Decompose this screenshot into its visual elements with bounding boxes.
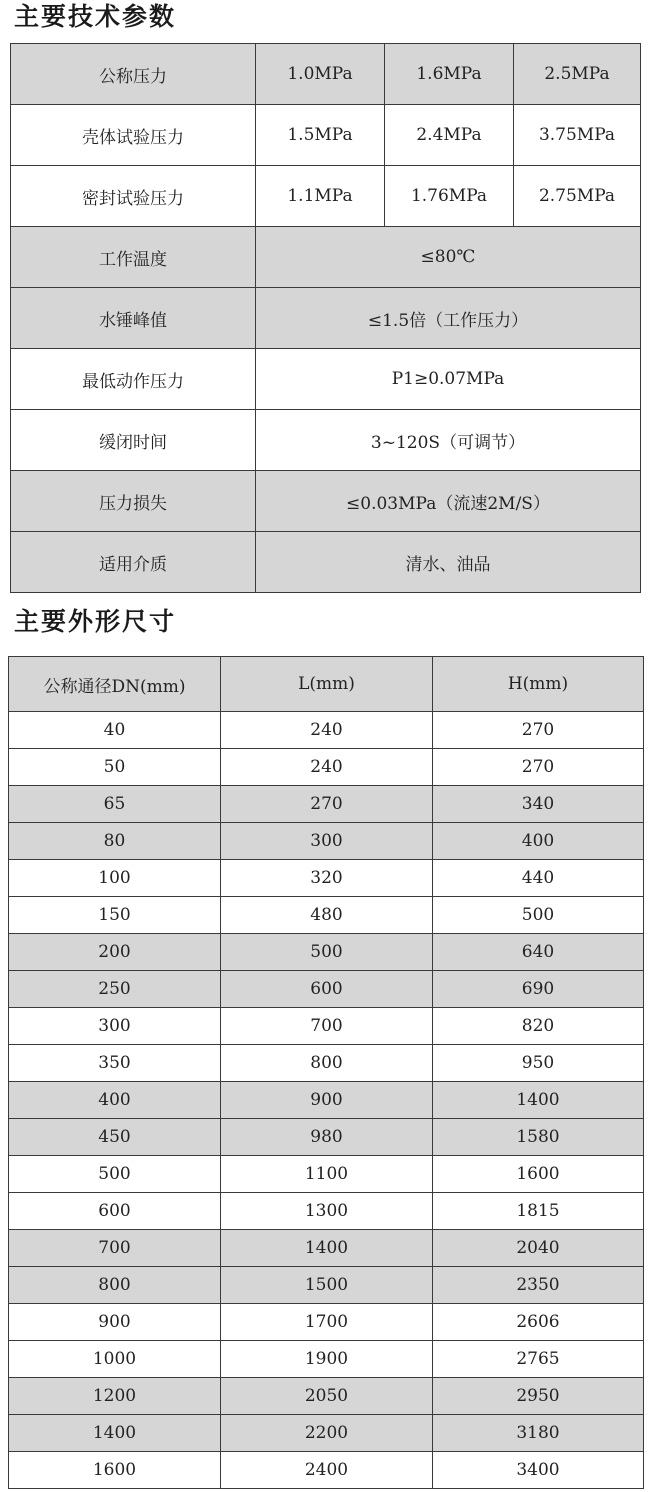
cell-l: 1300 [221,1193,433,1230]
section-title-dimensions: 主要外形尺寸 [14,607,177,636]
table-row [9,1193,644,1230]
cell-l: 240 [221,749,433,786]
cell-dn: 500 [9,1156,221,1193]
param-label: 工作温度 [11,227,256,288]
param-value: 3~120S（可调节） [256,410,641,471]
technical-params-table [10,43,641,593]
param-row-nominal-pressure [11,44,641,105]
param-value: 1.0MPa [256,44,385,105]
cell-dn: 350 [9,1045,221,1082]
table-row [9,1082,644,1119]
param-row-shell-test-pressure [11,105,641,166]
cell-h: 340 [433,786,644,823]
param-value: 1.76MPa [385,166,514,227]
param-value: P1≥0.07MPa [256,349,641,410]
table-row [9,1378,644,1415]
cell-l: 600 [221,971,433,1008]
param-value: 1.5MPa [256,105,385,166]
cell-dn: 700 [9,1230,221,1267]
param-value: 清水、油品 [256,532,641,593]
param-value: ≤0.03MPa（流速2M/S） [256,471,641,532]
table-row [9,971,644,1008]
section-title-technical-params: 主要技术参数 [14,2,177,31]
param-label: 缓闭时间 [11,410,256,471]
param-value: 2.5MPa [514,44,641,105]
cell-h: 1600 [433,1156,644,1193]
param-value: ≤80℃ [256,227,641,288]
cell-h: 440 [433,860,644,897]
dimensions-header-row [9,657,644,712]
param-value: 3.75MPa [514,105,641,166]
param-label: 适用介质 [11,532,256,593]
cell-h: 2606 [433,1304,644,1341]
cell-h: 2040 [433,1230,644,1267]
cell-h: 2950 [433,1378,644,1415]
param-row-pressure-loss [11,471,641,532]
column-header-l: L(mm) [221,657,433,712]
cell-l: 2050 [221,1378,433,1415]
cell-l: 1100 [221,1156,433,1193]
cell-l: 1900 [221,1341,433,1378]
table-row [9,1045,644,1082]
cell-l: 2400 [221,1452,433,1489]
cell-h: 500 [433,897,644,934]
table-row [9,712,644,749]
table-row [9,1452,644,1489]
cell-h: 2350 [433,1267,644,1304]
cell-h: 820 [433,1008,644,1045]
table-row [9,1119,644,1156]
cell-dn: 1000 [9,1341,221,1378]
cell-l: 1700 [221,1304,433,1341]
cell-dn: 250 [9,971,221,1008]
cell-l: 1500 [221,1267,433,1304]
table-row [9,1341,644,1378]
column-header-h: H(mm) [433,657,644,712]
param-value: 2.75MPa [514,166,641,227]
table-row [9,1156,644,1193]
table-row [9,823,644,860]
cell-h: 270 [433,749,644,786]
cell-h: 400 [433,823,644,860]
dimensions-table [8,656,644,1489]
cell-h: 2765 [433,1341,644,1378]
param-label: 密封试验压力 [11,166,256,227]
param-row-seal-test-pressure [11,166,641,227]
cell-l: 500 [221,934,433,971]
cell-h: 1400 [433,1082,644,1119]
cell-l: 300 [221,823,433,860]
cell-l: 900 [221,1082,433,1119]
cell-l: 800 [221,1045,433,1082]
table-row [9,1230,644,1267]
cell-h: 3180 [433,1415,644,1452]
cell-h: 1815 [433,1193,644,1230]
table-row [9,749,644,786]
cell-dn: 100 [9,860,221,897]
param-row-min-operating-pressure [11,349,641,410]
table-row [9,934,644,971]
table-row [9,1415,644,1452]
cell-l: 270 [221,786,433,823]
column-header-dn: 公称通径DN(mm) [9,657,221,712]
dimensions-body [9,712,644,1489]
cell-dn: 80 [9,823,221,860]
table-row [9,1267,644,1304]
cell-dn: 450 [9,1119,221,1156]
cell-dn: 150 [9,897,221,934]
cell-dn: 40 [9,712,221,749]
cell-l: 1400 [221,1230,433,1267]
cell-h: 690 [433,971,644,1008]
cell-l: 700 [221,1008,433,1045]
cell-dn: 1200 [9,1378,221,1415]
param-value: 2.4MPa [385,105,514,166]
param-row-slow-close-time [11,410,641,471]
cell-dn: 1600 [9,1452,221,1489]
cell-l: 480 [221,897,433,934]
param-row-water-hammer-peak [11,288,641,349]
param-label: 最低动作压力 [11,349,256,410]
cell-dn: 50 [9,749,221,786]
cell-h: 640 [433,934,644,971]
cell-dn: 65 [9,786,221,823]
cell-dn: 800 [9,1267,221,1304]
table-row [9,786,644,823]
param-value: ≤1.5倍（工作压力） [256,288,641,349]
cell-l: 320 [221,860,433,897]
cell-dn: 600 [9,1193,221,1230]
cell-l: 2200 [221,1415,433,1452]
cell-dn: 400 [9,1082,221,1119]
cell-dn: 300 [9,1008,221,1045]
param-label: 水锤峰值 [11,288,256,349]
cell-l: 240 [221,712,433,749]
cell-dn: 200 [9,934,221,971]
param-row-applicable-medium [11,532,641,593]
table-row [9,897,644,934]
cell-dn: 1400 [9,1415,221,1452]
param-label: 公称压力 [11,44,256,105]
cell-h: 3400 [433,1452,644,1489]
param-row-working-temperature [11,227,641,288]
table-row [9,1008,644,1045]
table-row [9,1304,644,1341]
param-label: 壳体试验压力 [11,105,256,166]
cell-dn: 900 [9,1304,221,1341]
param-value: 1.1MPa [256,166,385,227]
cell-h: 1580 [433,1119,644,1156]
cell-h: 270 [433,712,644,749]
param-label: 压力损失 [11,471,256,532]
table-row [9,860,644,897]
cell-h: 950 [433,1045,644,1082]
param-value: 1.6MPa [385,44,514,105]
cell-l: 980 [221,1119,433,1156]
